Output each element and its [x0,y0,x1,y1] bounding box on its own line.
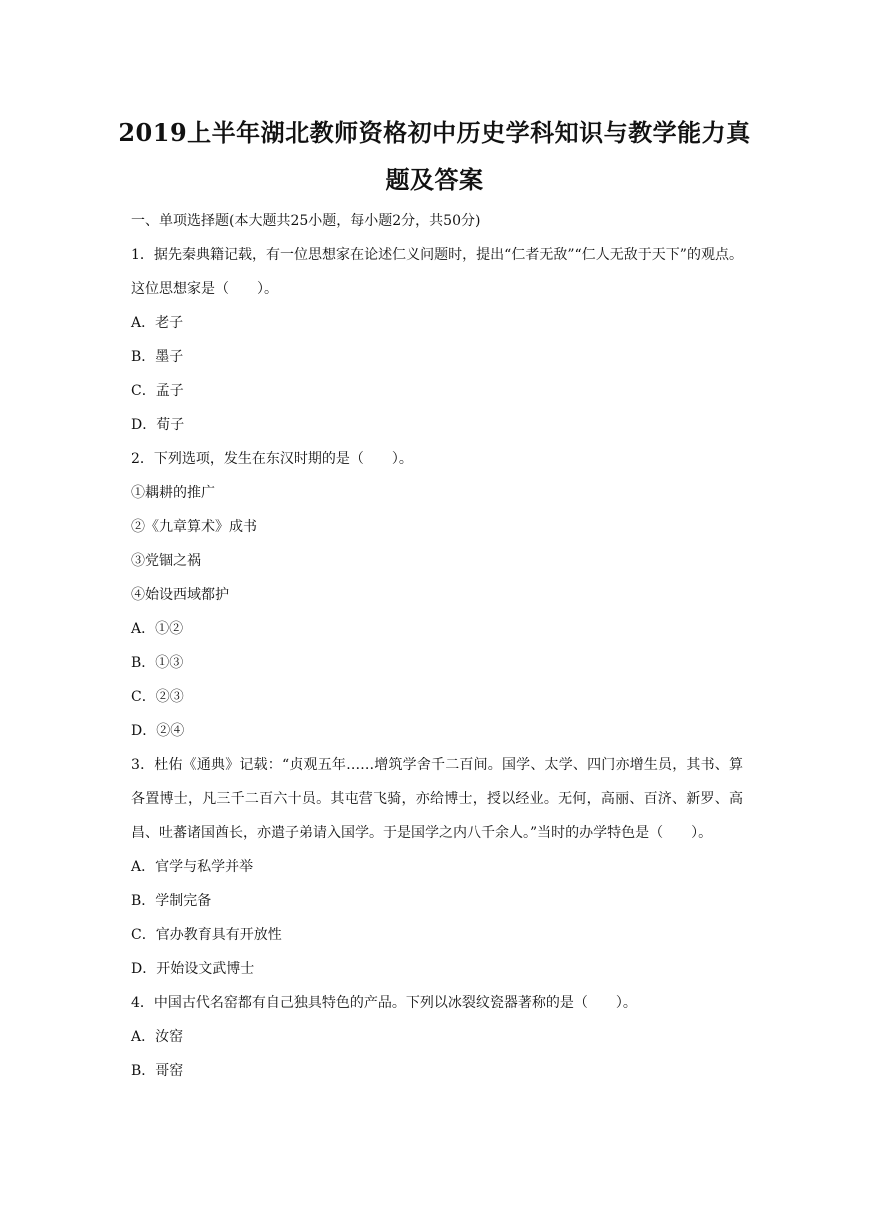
question-3-option-a: A．官学与私学并举 [131,859,254,875]
question-1-option-b: B．墨子 [131,349,184,365]
question-2-option-d: D．②④ [131,723,185,739]
question-3-stem: 3．杜佑《通典》记载：“贞观五年……增筑学舍千二百间。国学、太学、四门亦增生员，其书、算各置博士，凡三千二百六十员。其屯营飞骑，亦给博士，授以经业。无何，高丽、百济、新罗、高昌、吐蕃诸国酋长，亦遣子弟请入国学。于是国学之内八千余人。”当时的办学特色是（ ）。 [131,757,743,841]
question-2-item-2: ②《九章算术》成书 [131,519,257,535]
section-header: 一、单项选择题(本大题共25小题，每小题2分，共50分) [131,213,481,229]
question-2-option-b: B．①③ [131,655,184,671]
question-4-stem: 4．中国古代名窑都有自己独具特色的产品。下列以冰裂纹瓷器著称的是（ ）。 [131,995,637,1011]
question-2-option-a: A．①② [131,621,184,637]
question-1-option-d: D．荀子 [131,417,185,433]
question-4-option-b: B．哥窑 [131,1063,184,1079]
question-2-item-4: ④始设西域都护 [131,587,229,603]
question-1-option-a: A．老子 [131,315,184,331]
question-3-option-c: C．官办教育具有开放性 [131,927,282,943]
question-3-option-d: D．开始设文武博士 [131,961,255,977]
question-2-stem: 2．下列选项，发生在东汉时期的是（ ）。 [131,451,413,467]
question-4-option-a: A．汝窑 [131,1029,184,1045]
document-title-line-2: 题及答案 [385,165,484,194]
document-title-line-1: 2019上半年湖北教师资格初中历史学科知识与教学能力真 [118,118,751,147]
question-3-option-b: B．学制完备 [131,893,212,909]
question-2-option-c: C．②③ [131,689,184,705]
document-body [131,204,743,1088]
question-2-item-1: ①耦耕的推广 [131,485,215,501]
question-1-option-c: C．孟子 [131,383,184,399]
question-1-stem: 1．据先秦典籍记载，有一位思想家在论述仁义问题时，提出“仁者无敌”“仁人无敌于天下”的观点。这位思想家是（ ）。 [131,247,743,297]
question-2-item-3: ③党锢之祸 [131,553,201,569]
